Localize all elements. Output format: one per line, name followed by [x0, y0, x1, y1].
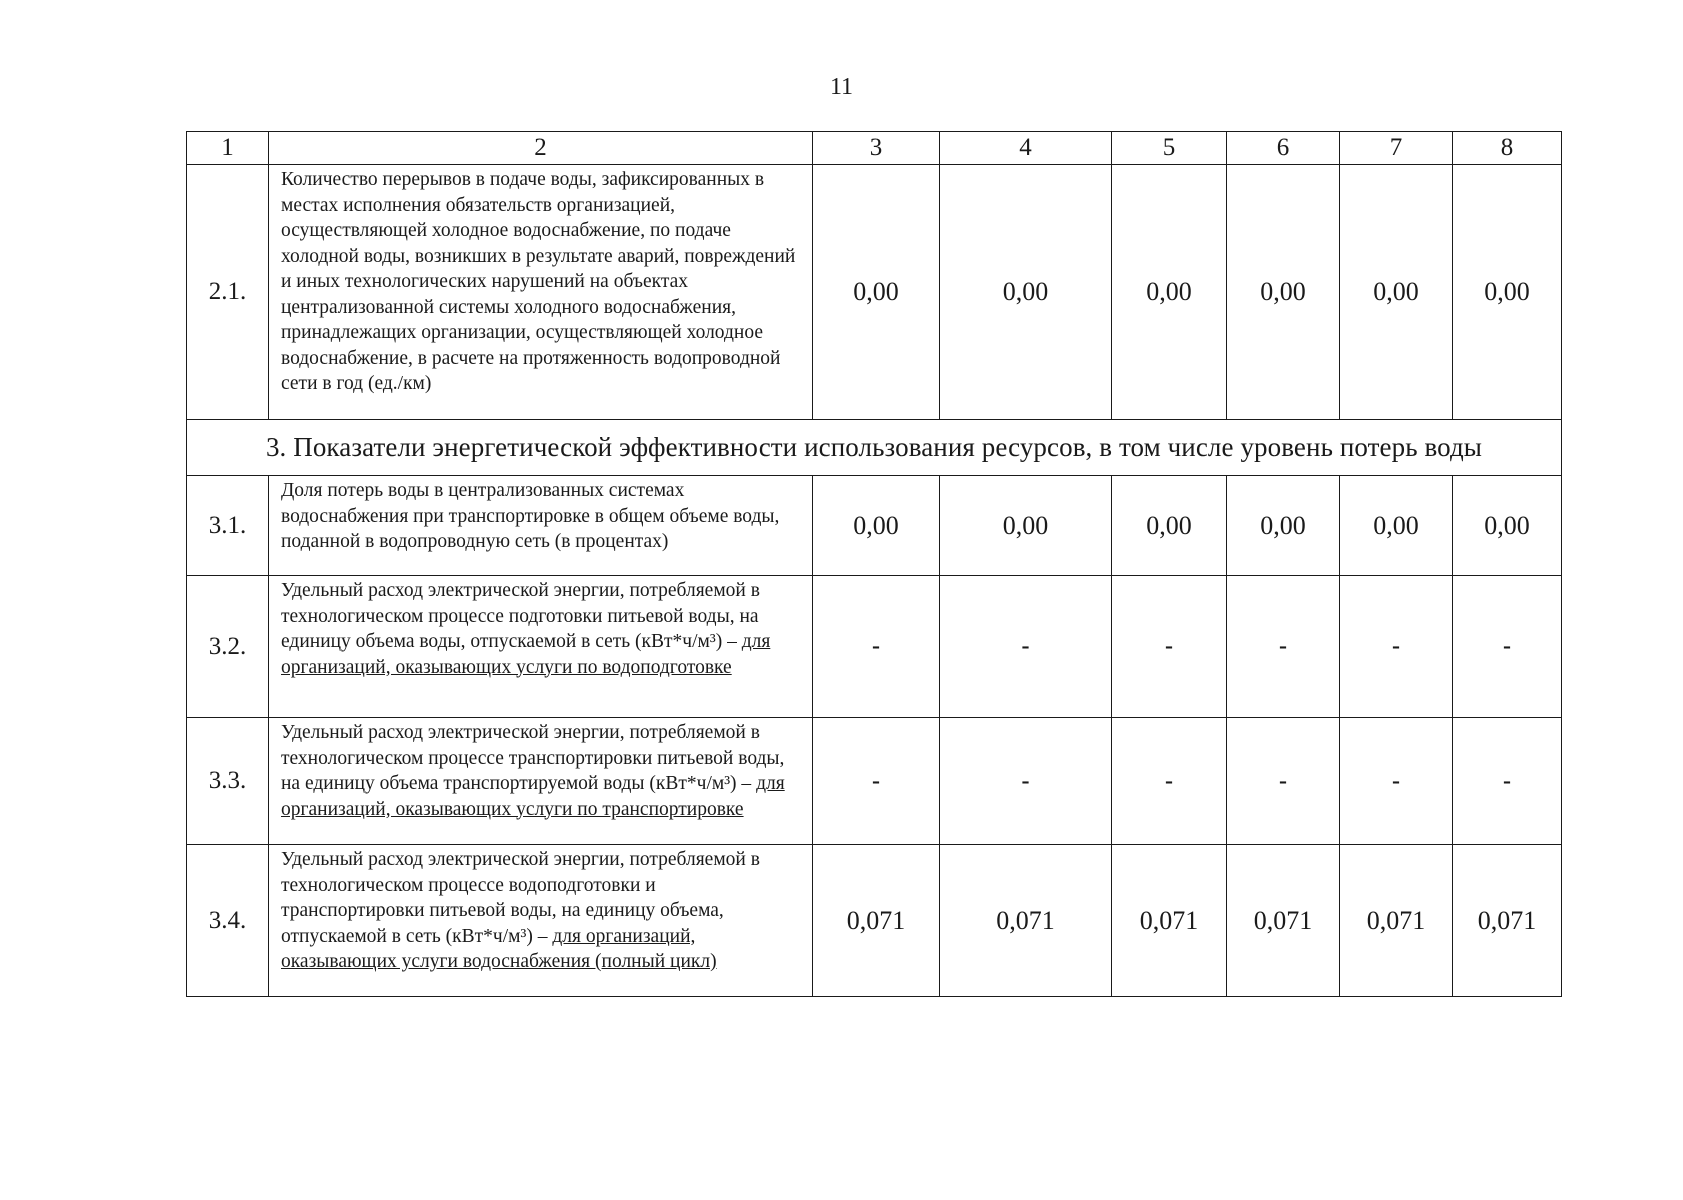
value-cell: 0,071: [1453, 845, 1562, 997]
row-description-text: Количество перерывов в подаче воды, зафиксированных в местах исполнения обязательств организацией, осуществляющей холодное водоснабжение, по подаче холодной воды, возникших в результате аварий, повреждений и иных технологических нарушений на объектах централизованной системы холодного водоснабжения, принадлежащих организации, осуществляющей холодное водоснабжение, в расчете на протяженность водопроводной сети в год (ед./км): [281, 169, 796, 394]
row-description: [269, 576, 813, 718]
row-number: 3.3.: [187, 718, 269, 845]
value-cell: -: [1340, 718, 1453, 845]
header-cell: 7: [1340, 132, 1453, 165]
header-cell: 2: [269, 132, 813, 165]
header-cell: 6: [1227, 132, 1340, 165]
row-description-underlined: для организаций, оказывающих услуги по водоподготовке: [281, 631, 771, 678]
value-cell: -: [1340, 576, 1453, 718]
value-cell: -: [1227, 576, 1340, 718]
value-cell: -: [813, 718, 940, 845]
value-cell: 0,00: [1112, 165, 1227, 420]
value-cell: 0,00: [1227, 476, 1340, 576]
value-cell: 0,071: [813, 845, 940, 997]
row-description: [269, 476, 813, 576]
row-description-text: Удельный расход электрической энергии, потребляемой в технологическом процессе водоподготовки и транспортировки питьевой воды, на единицу объема, отпускаемой в сеть (кВт*ч/м³) –: [281, 849, 760, 947]
value-cell: 0,00: [1340, 165, 1453, 420]
value-cell: 0,00: [1227, 165, 1340, 420]
row-description-text: Удельный расход электрической энергии, потребляемой в технологическом процессе транспортировки питьевой воды, на единицу объема транспортируемой воды (кВт*ч/м³) –: [281, 722, 785, 794]
row-description: [269, 718, 813, 845]
row-description-text: Удельный расход электрической энергии, потребляемой в технологическом процессе подготовки питьевой воды, на единицу объема воды, отпускаемой в сеть (кВт*ч/м³) –: [281, 580, 760, 652]
indicators-table: [186, 131, 1562, 997]
value-cell: 0,00: [1453, 476, 1562, 576]
table-row: [187, 845, 1562, 997]
value-cell: 0,00: [813, 165, 940, 420]
value-cell: -: [1112, 718, 1227, 845]
value-cell: 0,071: [1227, 845, 1340, 997]
row-number: 2.1.: [187, 165, 269, 420]
table-row: [187, 718, 1562, 845]
header-cell: 4: [940, 132, 1112, 165]
section-title: 3. Показатели энергетической эффективности использования ресурсов, в том числе уровень потерь воды: [187, 420, 1562, 476]
table-row: [187, 165, 1562, 420]
value-cell: -: [940, 576, 1112, 718]
header-cell: 8: [1453, 132, 1562, 165]
value-cell: 0,071: [1340, 845, 1453, 997]
value-cell: -: [1227, 718, 1340, 845]
page-number: 11: [829, 74, 854, 100]
value-cell: 0,00: [1340, 476, 1453, 576]
value-cell: -: [1112, 576, 1227, 718]
row-description-underlined: для организаций, оказывающих услуги по транспортировке: [281, 773, 785, 820]
value-cell: -: [1453, 576, 1562, 718]
row-number: 3.4.: [187, 845, 269, 997]
value-cell: -: [940, 718, 1112, 845]
header-cell: 1: [187, 132, 269, 165]
value-cell: 0,071: [940, 845, 1112, 997]
value-cell: -: [1453, 718, 1562, 845]
header-cell: 5: [1112, 132, 1227, 165]
row-description-text: Доля потерь воды в централизованных системах водоснабжения при транспортировке в общем объеме воды, поданной в водопроводную сеть (в процентах): [281, 480, 780, 552]
value-cell: 0,00: [813, 476, 940, 576]
section-row: [187, 420, 1562, 476]
value-cell: -: [813, 576, 940, 718]
value-cell: 0,00: [940, 165, 1112, 420]
value-cell: 0,00: [1112, 476, 1227, 576]
table-header-row: [187, 132, 1562, 165]
table-row: [187, 476, 1562, 576]
row-description: [269, 165, 813, 420]
row-description-underlined: для организаций, оказывающих услуги водоснабжения (полный цикл): [281, 925, 717, 972]
row-description: [269, 845, 813, 997]
row-number: 3.2.: [187, 576, 269, 718]
row-number: 3.1.: [187, 476, 269, 576]
value-cell: 0,071: [1112, 845, 1227, 997]
header-cell: 3: [813, 132, 940, 165]
table-row: [187, 576, 1562, 718]
value-cell: 0,00: [1453, 165, 1562, 420]
value-cell: 0,00: [940, 476, 1112, 576]
